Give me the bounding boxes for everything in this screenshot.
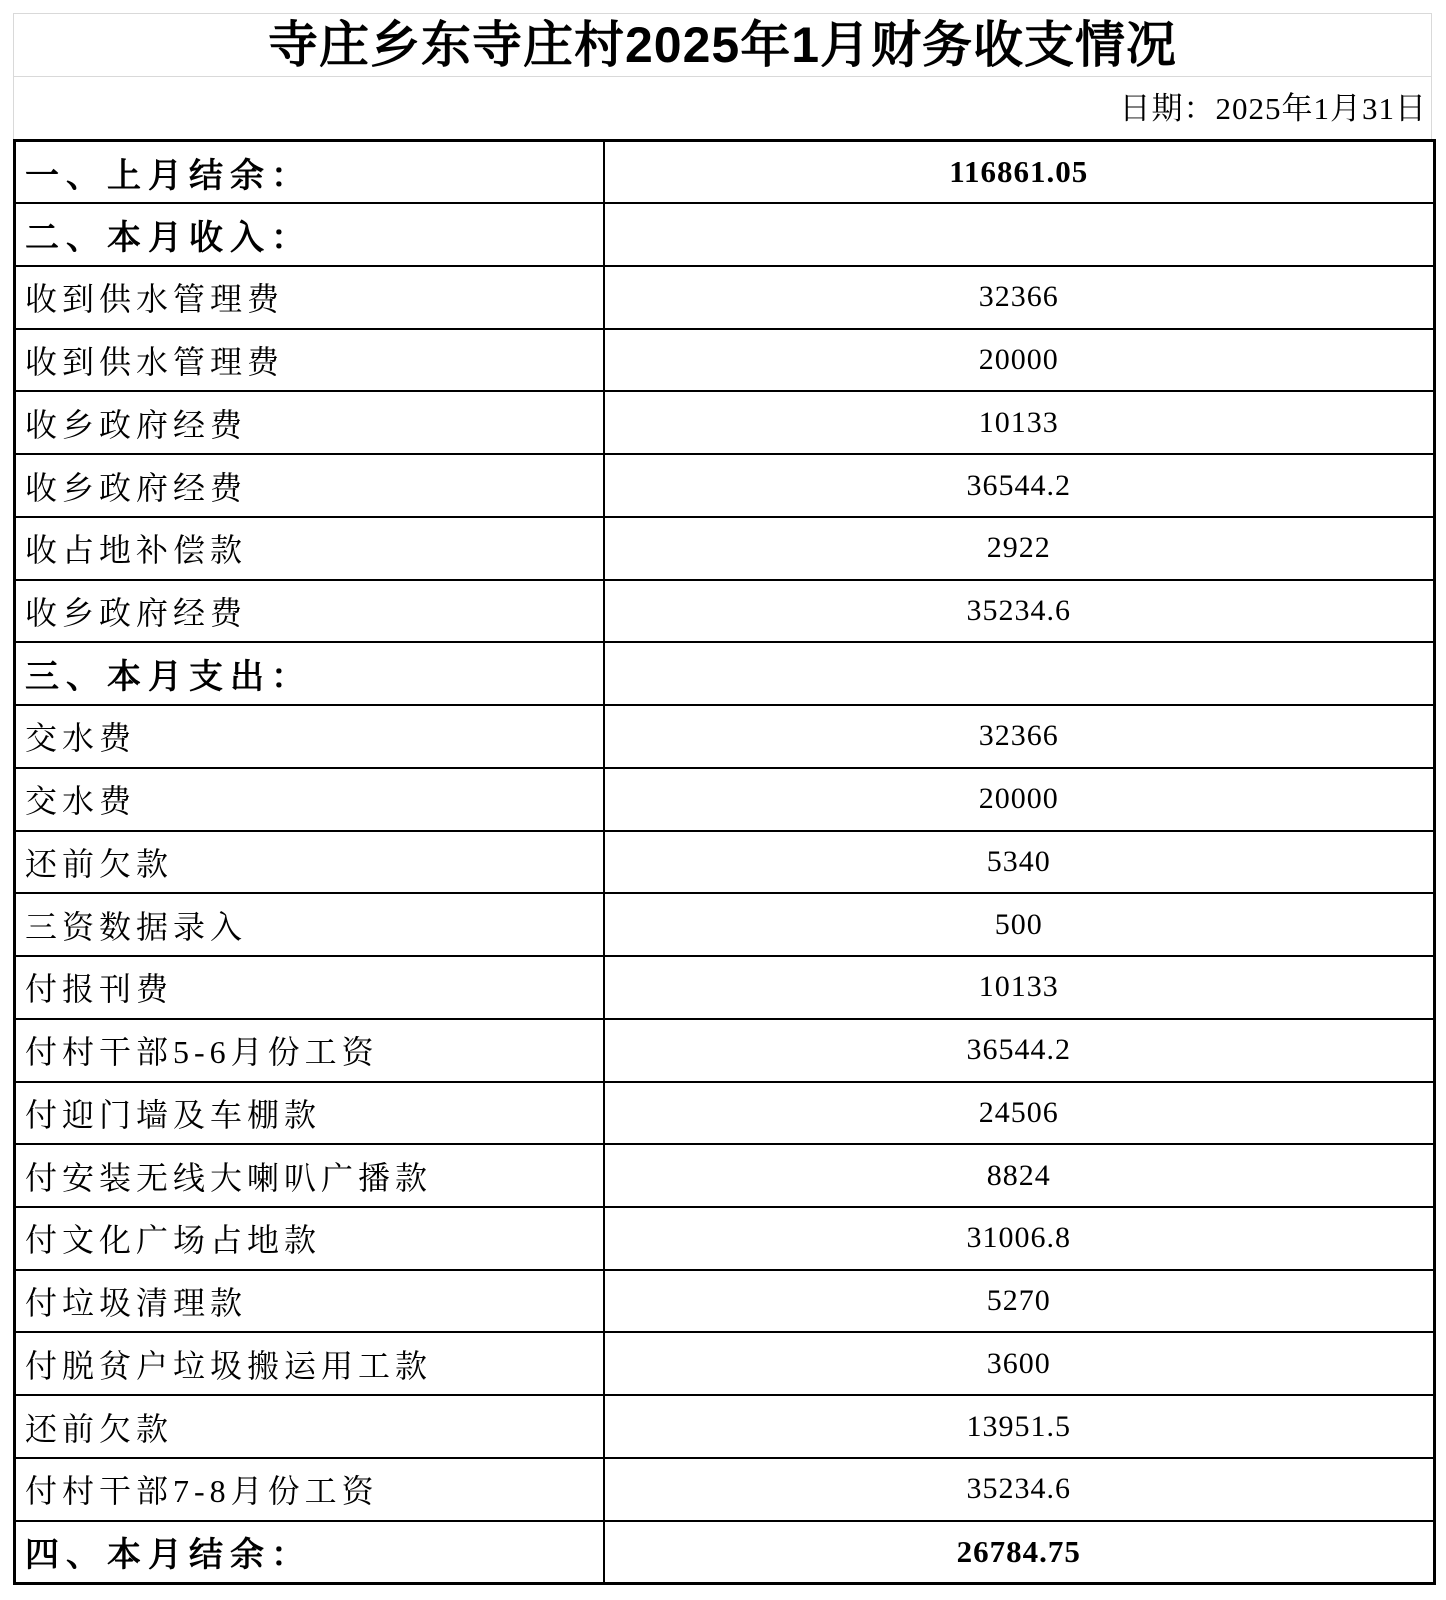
item-label-cell: 交水费 [15,768,604,831]
ledger-row [15,768,1435,831]
ledger-row [15,266,1435,329]
item-label-cell: 收到供水管理费 [15,329,604,392]
item-value-cell: 20000 [604,329,1435,392]
item-value-cell: 13951.5 [604,1395,1435,1458]
item-label-cell: 三、本月支出： [15,642,604,705]
ledger-row [15,705,1435,768]
ledger-row [15,1395,1435,1458]
item-label-cell: 二、本月收入： [15,203,604,266]
item-value-cell: 20000 [604,768,1435,831]
item-value-cell: 5340 [604,831,1435,894]
item-label-cell: 付安装无线大喇叭广播款 [15,1144,604,1207]
report-header [13,13,1432,139]
report-date: 日期：2025年1月31日 [1119,90,1427,126]
item-value-cell: 26784.75 [604,1521,1435,1584]
item-value-cell: 32366 [604,705,1435,768]
item-label-cell: 还前欠款 [15,831,604,894]
item-value-cell: 36544.2 [604,454,1435,517]
row-this-month-balance [15,1521,1435,1584]
ledger-row [15,580,1435,643]
ledger-row [15,1144,1435,1207]
item-label-cell: 三资数据录入 [15,893,604,956]
ledger-row [15,454,1435,517]
item-value-cell: 24506 [604,1082,1435,1145]
item-value-cell: 8824 [604,1144,1435,1207]
item-label-cell: 收乡政府经费 [15,454,604,517]
ledger-row [15,1458,1435,1521]
item-label-cell: 付村干部5-6月份工资 [15,1019,604,1082]
item-value-cell [604,642,1435,705]
item-value-cell: 10133 [604,956,1435,1019]
item-value-cell: 31006.8 [604,1207,1435,1270]
date-row [13,77,1432,139]
item-value-cell: 32366 [604,266,1435,329]
item-label-cell: 付脱贫户垃圾搬运用工款 [15,1332,604,1395]
section-expense-header [15,642,1435,705]
item-label-cell: 收乡政府经费 [15,580,604,643]
item-value-cell: 5270 [604,1270,1435,1333]
ledger-row [15,517,1435,580]
ledger-row [15,956,1435,1019]
item-label-cell: 收乡政府经费 [15,391,604,454]
title-row [13,13,1432,77]
item-label-cell: 付迎门墙及车棚款 [15,1082,604,1145]
item-value-cell: 116861.05 [604,141,1435,204]
ledger-table [13,139,1436,1585]
ledger-row [15,893,1435,956]
item-label-cell: 付村干部7-8月份工资 [15,1458,604,1521]
item-label-cell: 一、上月结余： [15,141,604,204]
ledger-row [15,391,1435,454]
row-last-month-balance [15,141,1435,204]
item-label-cell: 还前欠款 [15,1395,604,1458]
item-value-cell: 500 [604,893,1435,956]
item-label-cell: 付垃圾清理款 [15,1270,604,1333]
item-label-cell: 收到供水管理费 [15,266,604,329]
ledger-row [15,1207,1435,1270]
item-label-cell: 交水费 [15,705,604,768]
item-value-cell: 2922 [604,517,1435,580]
item-value-cell: 3600 [604,1332,1435,1395]
item-value-cell: 35234.6 [604,580,1435,643]
item-label-cell: 收占地补偿款 [15,517,604,580]
section-income-header [15,203,1435,266]
ledger-row [15,329,1435,392]
item-label-cell: 四、本月结余： [15,1521,604,1584]
item-value-cell: 36544.2 [604,1019,1435,1082]
ledger-row [15,1332,1435,1395]
item-label-cell: 付报刊费 [15,956,604,1019]
ledger-row [15,1082,1435,1145]
item-value-cell [604,203,1435,266]
ledger-row [15,1270,1435,1333]
ledger-row [15,831,1435,894]
page-title: 寺庄乡东寺庄村2025年1月财务收支情况 [267,17,1178,73]
item-label-cell: 付文化广场占地款 [15,1207,604,1270]
ledger-row [15,1019,1435,1082]
item-value-cell: 35234.6 [604,1458,1435,1521]
item-value-cell: 10133 [604,391,1435,454]
